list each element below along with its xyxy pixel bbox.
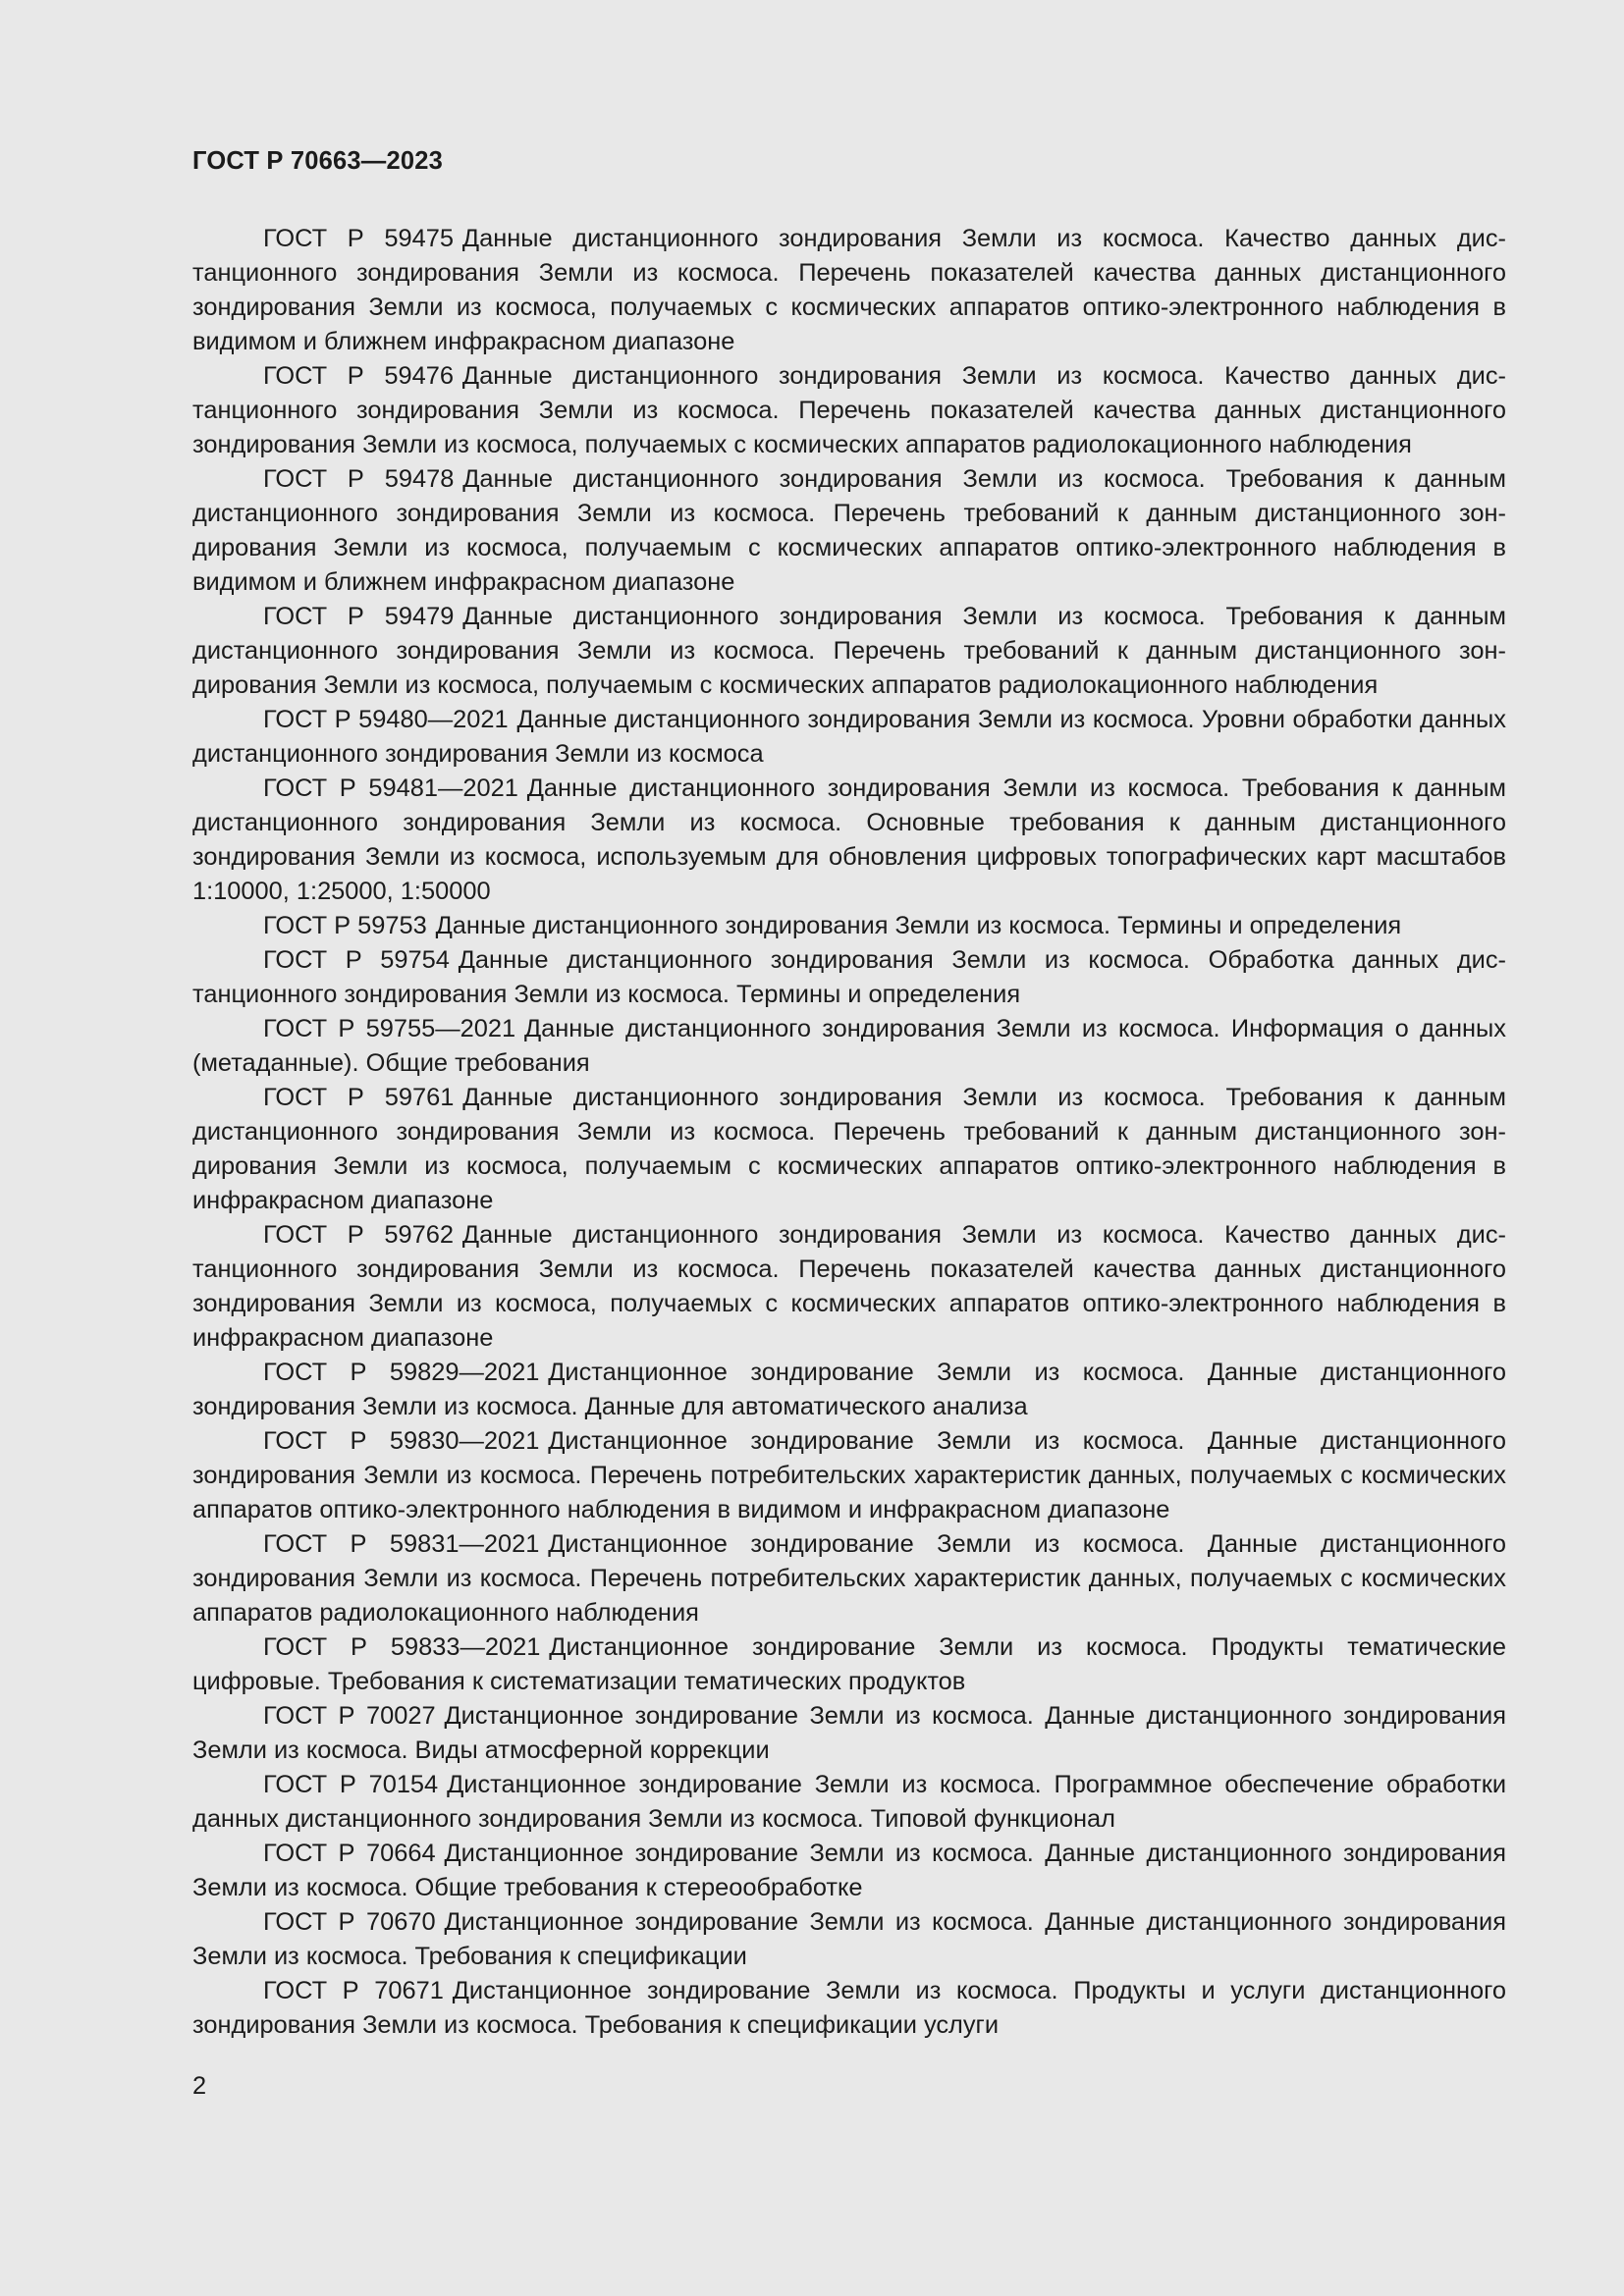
reference-code: ГОСТ Р 59755—2021 xyxy=(263,1015,516,1042)
document-header: ГОСТ Р 70663—2023 xyxy=(192,147,444,175)
reference-code: ГОСТ Р 59829—2021 xyxy=(263,1359,540,1386)
reference-item xyxy=(192,1424,1506,1527)
reference-item xyxy=(192,943,1506,1012)
reference-title: Данные дистанционного зондирования Земли из космоса. Качество данных дистанционного зондирования Земли из космоса. Перечень показателей качества данных дистанционного зондирования Земли из космоса, получаемых с космических аппаратов оптико-электронного наблюдения в инфракрасном диапазоне xyxy=(192,1221,1506,1352)
reference-title: Данные дистанционного зондирования Земли из космоса. Термины и определения xyxy=(435,912,1402,939)
reference-code: ГОСТ Р 59754 xyxy=(263,946,450,974)
reference-code: ГОСТ Р 59830—2021 xyxy=(263,1427,540,1455)
reference-title: Дистанционное зондирование Земли из космоса. Продукты тематические цифровые. Требования к систематизации тематических продуктов xyxy=(192,1633,1506,1695)
reference-title: Дистанционное зондирование Земли из космоса. Данные дистанционного зондирования Земли из космоса. Перечень потребительских характеристик данных, получаемых с космических аппаратов оптико-электронного наблюдения в видимом и инфракрасном диапазоне xyxy=(192,1427,1506,1523)
reference-title: Дистанционное зондирование Земли из космоса. Данные дистанционного зондирования Земли из космоса. Данные для автоматического анализа xyxy=(192,1359,1506,1420)
reference-item xyxy=(192,1218,1506,1356)
reference-code: ГОСТ Р 59833—2021 xyxy=(263,1633,541,1661)
reference-item xyxy=(192,462,1506,600)
reference-title: Дистанционное зондирование Земли из космоса. Данные дистанционного зондирования Земли из космоса. Общие требования к стереообработке xyxy=(192,1840,1506,1901)
reference-code: ГОСТ Р 59479 xyxy=(263,603,455,630)
reference-title: Данные дистанционного зондирования Земли из космоса. Информация о данных (метаданные). Общие требования xyxy=(192,1015,1506,1077)
reference-title: Дистанционное зондирование Земли из космоса. Данные дистанционного зондирования Земли из космоса. Виды атмосферной коррекции xyxy=(192,1702,1506,1764)
reference-title: Дистанционное зондирование Земли из космоса. Продукты и услуги дистанционного зондирования Земли из космоса. Требования к спецификации услуги xyxy=(192,1977,1506,2039)
reference-item xyxy=(192,1905,1506,1974)
reference-code: ГОСТ Р 70154 xyxy=(263,1771,439,1798)
reference-code: ГОСТ Р 59831—2021 xyxy=(263,1530,540,1558)
page-number: 2 xyxy=(192,2072,207,2100)
reference-code: ГОСТ Р 59478 xyxy=(263,465,455,493)
reference-item xyxy=(192,600,1506,703)
reference-item xyxy=(192,772,1506,909)
reference-item xyxy=(192,703,1506,772)
reference-title: Дистанционное зондирование Земли из космоса. Программное обеспечение обработки данных дистанционного зондирования Земли из космоса. Типовой функционал xyxy=(192,1771,1507,1833)
reference-item xyxy=(192,909,1506,943)
normative-references-list xyxy=(192,222,1506,2043)
reference-item xyxy=(192,1081,1506,1218)
reference-title: Данные дистанционного зондирования Земли из космоса. Уровни обработки данных дистанционного зондирования Земли из космоса xyxy=(192,706,1506,768)
reference-code: ГОСТ Р 59481—2021 xyxy=(263,774,518,802)
reference-code: ГОСТ Р 59762 xyxy=(263,1221,454,1249)
reference-code: ГОСТ Р 70671 xyxy=(263,1977,444,2004)
reference-code: ГОСТ Р 59753 xyxy=(263,912,427,939)
reference-title: Данные дистанционного зондирования Земли из космоса. Требования к данным дистанционного зондирования Земли из космоса. Перечень требований к данным дистанционного зондирования Земли из космоса, получаемым с космических аппаратов оптико-электронного наблюдения в инфракрасном диапазоне xyxy=(192,1084,1506,1214)
reference-title: Данные дистанционного зондирования Земли из космоса. Качество данных дистанционного зондирования Земли из космоса. Перечень показателей качества данных дистанционного зондирования Земли из космоса, получаемых с космических аппаратов радиолокационного наблюдения xyxy=(192,362,1506,458)
reference-item xyxy=(192,1012,1506,1081)
reference-title: Данные дистанционного зондирования Земли из космоса. Требования к данным дистанционного зондирования Земли из космоса. Перечень требований к данным дистанционного зондирования Земли из космоса, получаемым с космических аппаратов радиолокационного наблюдения xyxy=(192,603,1506,699)
reference-title: Данные дистанционного зондирования Земли из космоса. Качество данных дистанционного зондирования Земли из космоса. Перечень показателей качества данных дистанционного зондирования Земли из космоса, получаемых с космических аппаратов оптико-электронного наблюдения в видимом и ближнем инфракрасном диапазоне xyxy=(192,225,1506,355)
reference-code: ГОСТ Р 70027 xyxy=(263,1702,436,1730)
reference-title: Дистанционное зондирование Земли из космоса. Данные дистанционного зондирования Земли из космоса. Требования к спецификации xyxy=(192,1908,1506,1970)
reference-title: Данные дистанционного зондирования Земли из космоса. Обработка данных дистанционного зондирования Земли из космоса. Термины и определения xyxy=(192,946,1506,1008)
reference-title: Данные дистанционного зондирования Земли из космоса. Требования к данным дистанционного зондирования Земли из космоса. Перечень требований к данным дистанционного зондирования Земли из космоса, получаемым с космических аппаратов оптико-электронного наблюдения в видимом и ближнем инфракрасном диапазоне xyxy=(192,465,1506,596)
reference-code: ГОСТ Р 59761 xyxy=(263,1084,455,1111)
reference-item xyxy=(192,1768,1506,1837)
reference-code: ГОСТ Р 70670 xyxy=(263,1908,436,1936)
reference-item xyxy=(192,222,1506,359)
reference-code: ГОСТ Р 59480—2021 xyxy=(263,706,509,733)
reference-item xyxy=(192,1630,1506,1699)
reference-title: Данные дистанционного зондирования Земли из космоса. Требования к данным дистанционного зондирования Земли из космоса. Основные требования к данным дистанционного зондирования Земли из космоса, используемым для обновления цифровых топографических карт масштабов 1:10000, 1:25000, 1:50000 xyxy=(192,774,1506,905)
reference-item xyxy=(192,1699,1506,1768)
reference-code: ГОСТ Р 59475 xyxy=(263,225,454,252)
reference-title: Дистанционное зондирование Земли из космоса. Данные дистанционного зондирования Земли из космоса. Перечень потребительских характеристик данных, получаемых с космических аппаратов радиолокационного наблюдения xyxy=(192,1530,1506,1627)
reference-code: ГОСТ Р 59476 xyxy=(263,362,454,390)
reference-item xyxy=(192,359,1506,462)
reference-item xyxy=(192,1527,1506,1630)
reference-code: ГОСТ Р 70664 xyxy=(263,1840,436,1867)
reference-item xyxy=(192,1974,1506,2043)
reference-item xyxy=(192,1837,1506,1905)
reference-item xyxy=(192,1356,1506,1424)
